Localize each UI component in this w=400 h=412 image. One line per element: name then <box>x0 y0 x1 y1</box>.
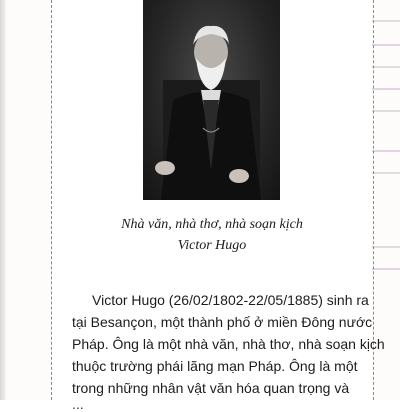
body-text-line-cut: ... <box>72 396 84 412</box>
figure-caption-title: Nhà văn, nhà thơ, nhà soạn kịch <box>121 217 303 232</box>
body-text-line: trong những nhân vật văn hóa quan trọng và <box>72 380 350 396</box>
body-text-line: Pháp. Ông là một nhà văn, nhà thơ, nhà soạn kịch <box>72 336 385 352</box>
portrait-photo <box>143 0 280 200</box>
portrait-illustration <box>143 0 280 200</box>
figure-caption-name: Victor Hugo <box>177 238 247 253</box>
left-hand-shape <box>155 161 175 175</box>
page-gutter-shadow <box>0 0 6 400</box>
right-hand-shape <box>229 169 249 183</box>
body-text-line: tại Besançon, một thành phố ở miền Đông nước <box>72 314 373 330</box>
body-text-line: Victor Hugo (26/02/1802-22/05/1885) sinh ra <box>92 292 369 308</box>
body-text-line: thuộc trường phái lãng mạn Pháp. Ông là một <box>72 358 358 374</box>
